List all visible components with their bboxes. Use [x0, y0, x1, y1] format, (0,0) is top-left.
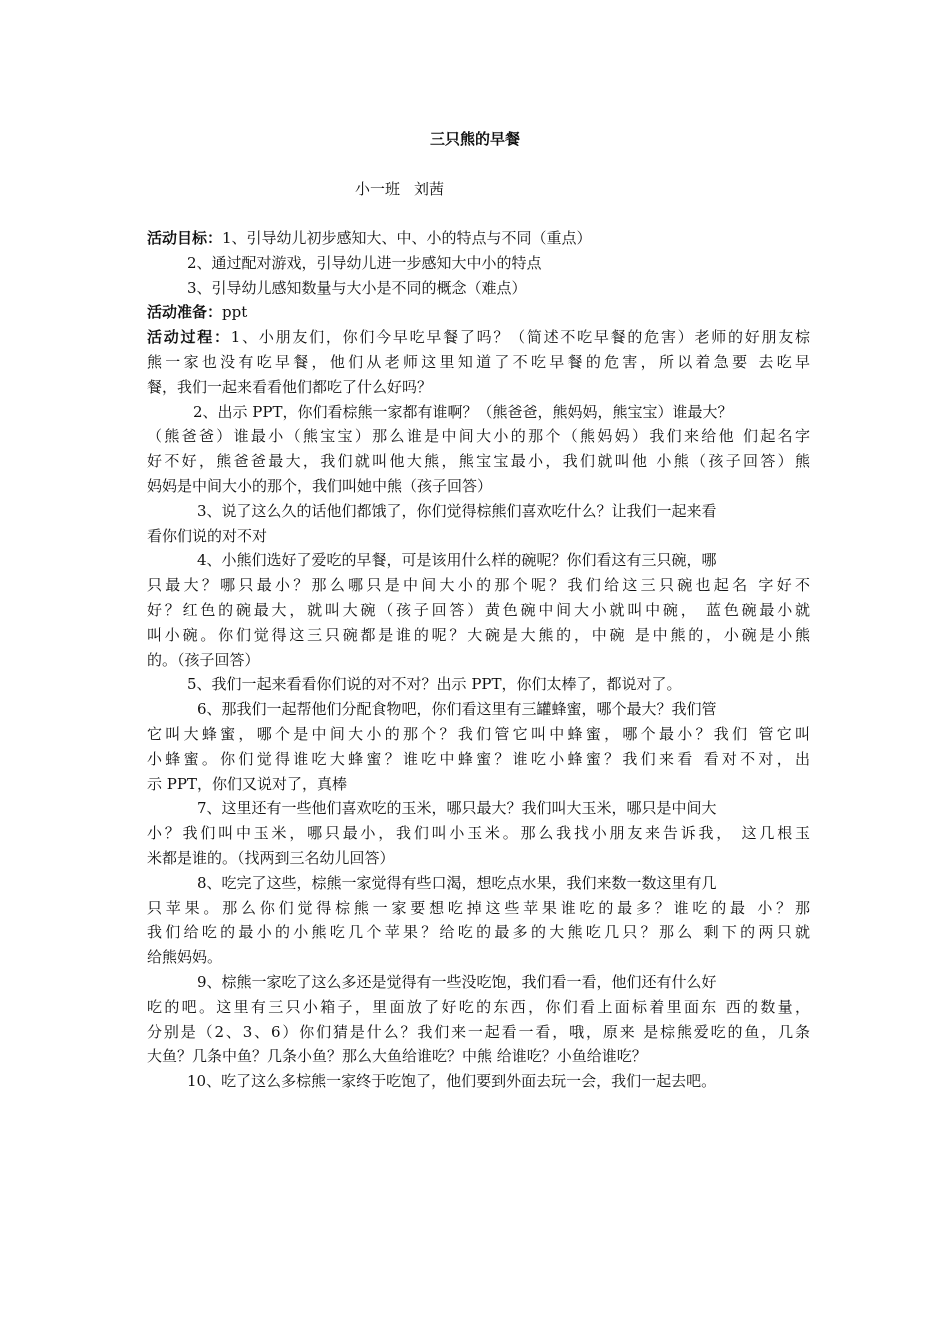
paragraph-line: 10、吃了这么多棕熊一家终于吃饱了，他们要到外面去玩一会，我们一起去吧。 — [187, 1072, 717, 1091]
paragraph-line: 餐，我们一起来看看他们都吃了什么好吗？ — [147, 377, 433, 396]
paragraph-line: 给熊妈妈。 — [147, 948, 223, 967]
paragraph-line: 4、小熊们选好了爱吃的早餐，可是该用什么样的碗呢？你们看这有三只碗，哪 — [197, 551, 717, 570]
paragraph-line: 只苹果。那么你们觉得棕熊一家要想吃掉这些苹果谁吃的最多？谁吃的最 小？那 — [147, 898, 810, 917]
paragraph-line: 3、说了这么久的话他们都饿了，你们觉得棕熊们喜欢吃什么？让我们一起来看 — [197, 501, 717, 520]
paragraph-line: 5、我们一起来看看你们说的对不对？出示 PPT，你们太棒了，都说对了。 — [187, 675, 682, 694]
process-line — [147, 325, 810, 350]
paragraph-line: 只最大？哪只最小？那么哪只是中间大小的那个呢？我们给这三只碗也起名 字好不 — [147, 576, 810, 595]
paragraph-line: 大鱼？几条中鱼？几条小鱼？那么大鱼给谁吃？中熊 给谁吃？小鱼给谁吃？ — [147, 1047, 647, 1066]
goal-line-3: 3、引导幼儿感知数量与大小是不同的概念（难点） — [187, 278, 527, 297]
prep-value: ppt — [222, 303, 248, 322]
paragraph-line: 好不好，熊爸爸最大，我们就叫他大熊，熊宝宝最小，我们就叫他 小熊（孩子回答）熊 — [147, 452, 810, 471]
paragraph-line: 2、出示 PPT，你们看棕熊一家都有谁啊？（熊爸爸，熊妈妈，熊宝宝）谁最大？ — [193, 402, 733, 421]
prep-line — [147, 300, 810, 325]
paragraph-line: 叫小碗。你们觉得这三只碗都是谁的呢？大碗是大熊的，中碗 是中熊的，小碗是小熊 — [147, 625, 810, 644]
document-body — [147, 226, 810, 1094]
paragraph-line: 妈妈是中间大小的那个，我们叫她中熊（孩子回答） — [147, 476, 493, 495]
paragraph-line: 熊一家也没有吃早餐，他们从老师这里知道了不吃早餐的危害，所以着急要 去吃早 — [147, 352, 810, 371]
paragraph-line: 米都是谁的。（找两到三名幼儿回答） — [147, 848, 395, 867]
paragraph-line: 小蜂蜜。你们觉得谁吃大蜂蜜？谁吃中蜂蜜？谁吃小蜂蜜？我们来看 看对不对，出 — [147, 749, 810, 768]
paragraph-line: 看你们说的对不对 — [147, 526, 268, 545]
process-label: 活动过程： — [147, 328, 231, 347]
paragraph-line: 分别是（2、3、6）你们猜是什么？我们来一起看一看，哦，原来 是棕熊爱吃的鱼，几条 — [147, 1022, 810, 1041]
class-name: 小一班 — [355, 180, 401, 198]
paragraph-line: 它叫大蜂蜜，哪个是中间大小的那个？我们管它叫中蜂蜜，哪个最小？我们 管它叫 — [147, 724, 810, 743]
paragraph-line: 我们给吃的最小的小熊吃几个苹果？给吃的最多的大熊吃几只？那么 剩下的两只就 — [147, 923, 810, 942]
goal-text-1: 1、引导幼儿初步感知大、中、小的特点与不同（重点） — [222, 229, 592, 247]
goal-label: 活动目标： — [147, 229, 223, 247]
paragraph-line: 小？我们叫中玉米，哪只最小，我们叫小玉米。那么我找小朋友来告诉我， 这几根玉 — [147, 824, 810, 843]
paragraph-line: （熊爸爸）谁最小（熊宝宝）那么谁是中间大小的那个（熊妈妈）我们来给他 们起名字 — [147, 427, 810, 446]
goal-line-1 — [147, 226, 810, 251]
paragraph-line: 9、棕熊一家吃了这么多还是觉得有一些没吃饱，我们看一看，他们还有什么好 — [197, 972, 717, 991]
document-title: 三只熊的早餐 — [429, 130, 520, 148]
paragraph-line: 8、吃完了这些，棕熊一家觉得有些口渴，想吃点水果，我们来数一数这里有几 — [197, 873, 717, 892]
paragraph-line: 的。（孩子回答） — [147, 650, 260, 669]
paragraph-line: 吃的吧。这里有三只小箱子，里面放了好吃的东西，你们看上面标着里面东 西的数量， — [147, 997, 810, 1016]
teacher-name: 刘茜 — [414, 180, 445, 198]
paragraph-line: 6、那我们一起帮他们分配食物吧，你们看这里有三罐蜂蜜，哪个最大？我们管 — [197, 700, 717, 719]
goal-line-2: 2、通过配对游戏，引导幼儿进一步感知大中小的特点 — [187, 253, 542, 272]
author-line — [355, 178, 444, 199]
process-text: 1、小朋友们，你们今早吃早餐了吗？（简述不吃早餐的危害）老师的好朋友棕 — [230, 328, 810, 347]
paragraph-line: 7、这里还有一些他们喜欢吃的玉米，哪只最大？我们叫大玉米，哪只是中间大 — [197, 799, 717, 818]
prep-label: 活动准备： — [147, 303, 223, 322]
paragraph-line: 示 PPT，你们又说对了，真棒 — [147, 774, 347, 793]
paragraph-line: 好？红色的碗最大，就叫大碗（孩子回答）黄色碗中间大小就叫中碗， 蓝色碗最小就 — [147, 600, 810, 619]
